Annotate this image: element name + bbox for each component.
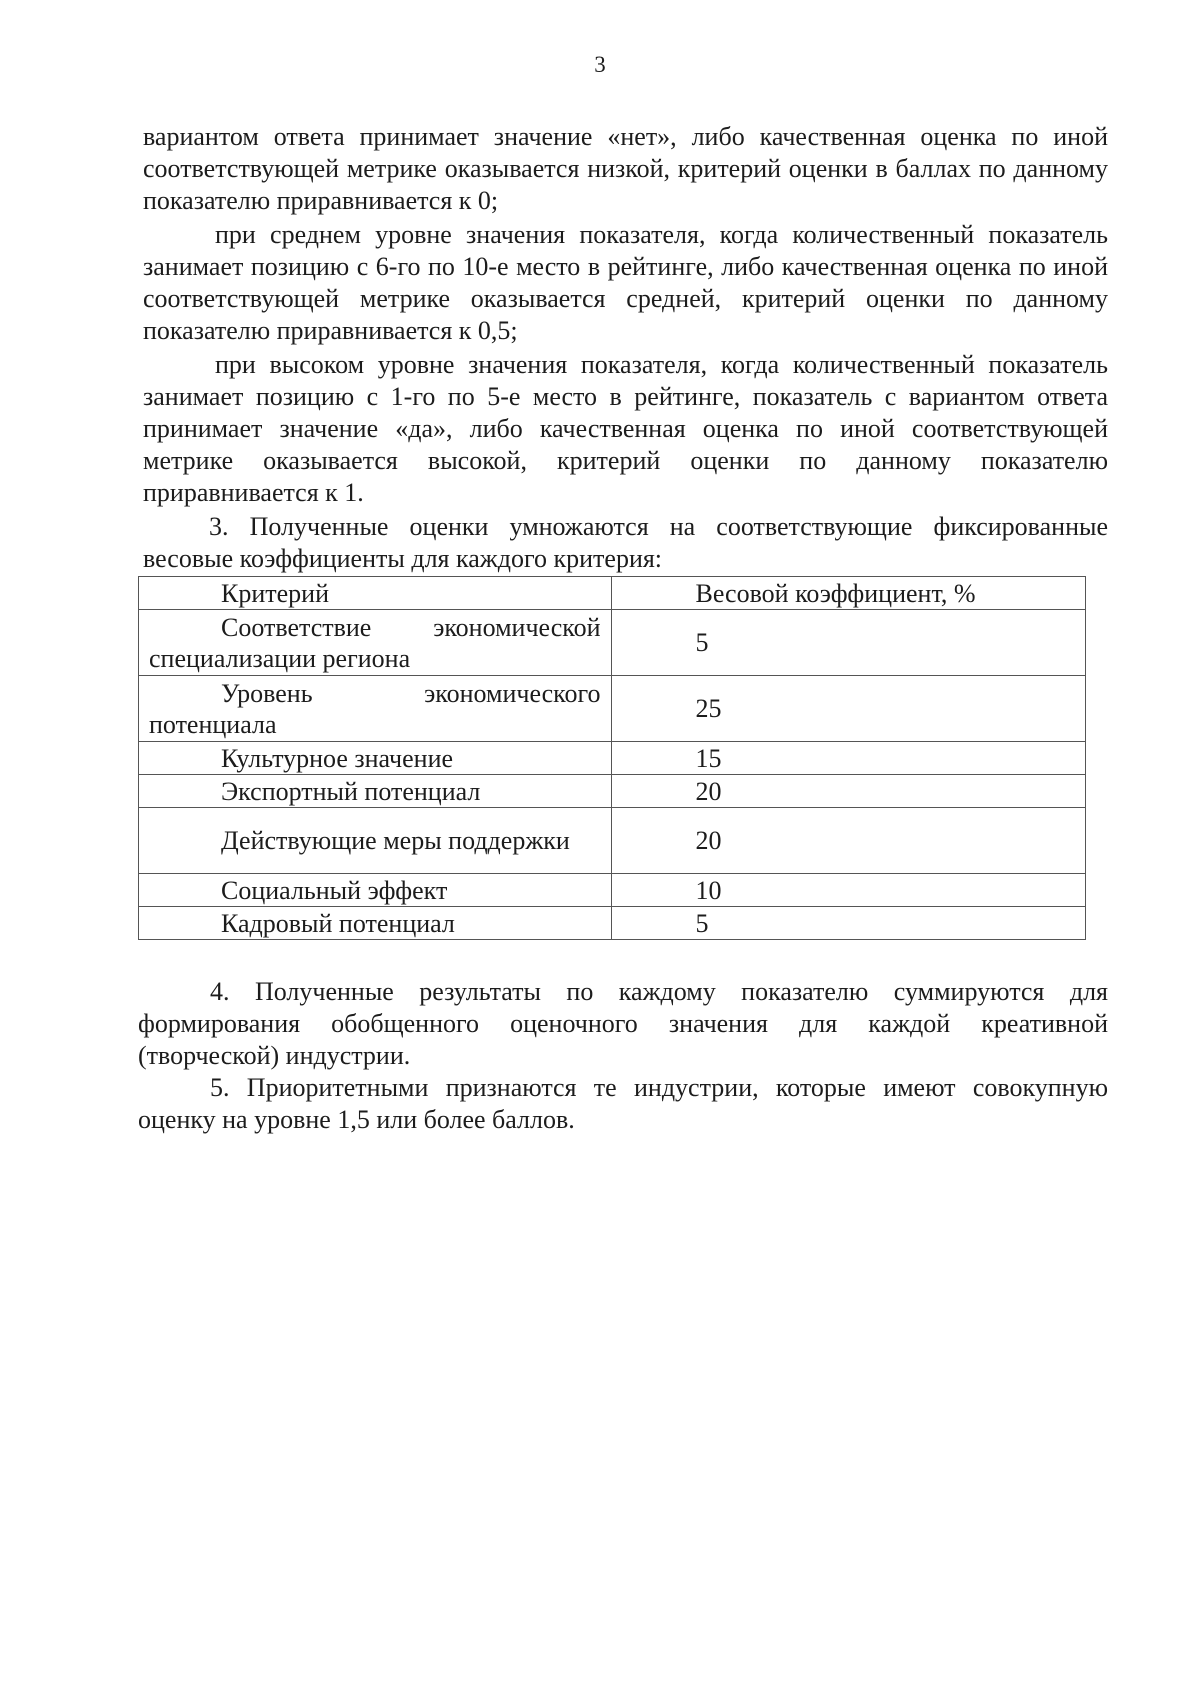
weight-cell: 25 — [611, 676, 1086, 742]
criterion-cell: Экспортный потенциал — [139, 775, 612, 808]
paragraph-item-3: 3. Полученные оценки умножаются на соответствующие фиксированные весовые коэффициенты для каждого критерия: — [143, 512, 1108, 573]
weight-cell: 20 — [611, 808, 1086, 874]
criterion-cell: Уровень экономического потенциала — [139, 676, 612, 742]
paragraph-item-4: 4. Полученные результаты по каждому показателю суммируются для формирования обобщенного оценочного значения для каждой креативной (творческой) индустрии. — [138, 977, 1108, 1070]
header-weight: Весовой коэффициент, % — [611, 577, 1086, 610]
weight-cell: 20 — [611, 775, 1086, 808]
page-number: 3 — [594, 52, 606, 77]
table-row — [139, 676, 1086, 742]
paragraph-item-5: 5. Приоритетными признаются те индустрии, которые имеют совокупную оценку на уровне 1,5 или более баллов. — [138, 1073, 1108, 1134]
weight-cell: 15 — [611, 742, 1086, 775]
header-criterion: Критерий — [139, 577, 612, 610]
criterion-cell: Соответствие экономической специализации региона — [139, 610, 612, 676]
table-header-row — [139, 577, 1086, 610]
table-row — [139, 808, 1086, 874]
table-row — [139, 874, 1086, 907]
table-row — [139, 610, 1086, 676]
table-row — [139, 742, 1086, 775]
table-row — [139, 907, 1086, 940]
criterion-cell: Кадровый потенциал — [139, 907, 612, 940]
criterion-cell: Действующие меры поддержки — [139, 808, 612, 874]
paragraph-high-level: при высоком уровне значения показателя, когда количественный показатель занимает позицию с 1-го по 5-е место в рейтинге, показатель с вариантом ответа принимает значение «да», либо качественная оценка по иной соответствующей метрике оказывается высокой, критерий оценки по данному показателю приравнивается к 1. — [143, 350, 1108, 507]
weight-cell: 10 — [611, 874, 1086, 907]
weight-cell: 5 — [611, 907, 1086, 940]
criterion-cell: Социальный эффект — [139, 874, 612, 907]
paragraph-medium-level: при среднем уровне значения показателя, когда количественный показатель занимает позицию с 6-го по 10-е место в рейтинге, либо качественная оценка по иной соответствующей метрике оказывается средней, критерий оценки по данному показателю приравнивается к 0,5; — [143, 220, 1108, 345]
weight-cell: 5 — [611, 610, 1086, 676]
paragraph-low-level: вариантом ответа принимает значение «нет», либо качественная оценка по иной соответствующей метрике оказывается низкой, критерий оценки в баллах по данному показателю приравнивается к 0; — [143, 122, 1108, 215]
weights-table — [138, 576, 1086, 940]
criterion-cell: Культурное значение — [139, 742, 612, 775]
table-row — [139, 775, 1086, 808]
